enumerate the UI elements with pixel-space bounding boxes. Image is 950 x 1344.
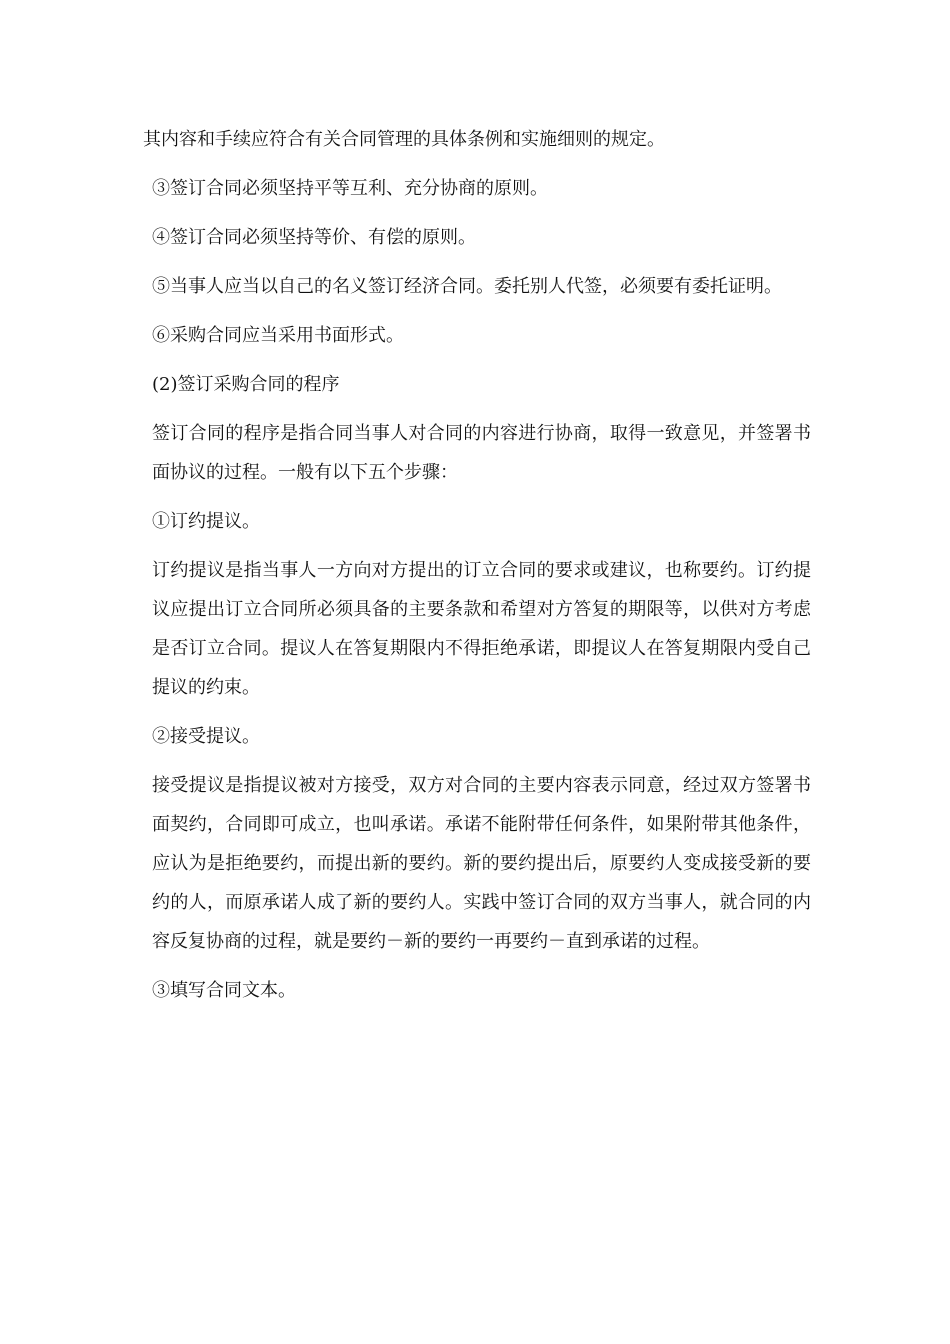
paragraph-principle-5: ⑤当事人应当以自己的名义签订经济合同。委托别人代签，必须要有委托证明。 — [152, 276, 782, 297]
paragraph-principle-3: ③签订合同必须坚持平等互利、充分协商的原则。 — [152, 178, 548, 199]
paragraph-step-1: 订约提议是指当事人一方向对方提出的订立合同的要求或建议，也称要约。订约提议应提出订立合同所必须具备的主要条款和希望对方答复的期限等，以供对方考虑是否订立合同。提议人在答复期限内不得拒绝承诺，即提议人在答复期限内受自己提议的约束。 — [152, 560, 811, 698]
step-heading-3: ③填写合同文本。 — [152, 980, 296, 1001]
paragraph-principle-6: ⑥采购合同应当采用书面形式。 — [152, 325, 404, 346]
section-heading-procedure: (2)签订采购合同的程序 — [152, 374, 340, 395]
document-body — [143, 120, 811, 1020]
paragraph-procedure-intro: 签订合同的程序是指合同当事人对合同的内容进行协商，取得一致意见，并签署书面协议的过程。一般有以下五个步骤： — [152, 423, 811, 483]
step-heading-1: ①订约提议。 — [152, 511, 260, 532]
step-heading-2: ②接受提议。 — [152, 726, 260, 747]
paragraph-step-2: 接受提议是指提议被对方接受，双方对合同的主要内容表示同意，经过双方签署书面契约，合同即可成立，也叫承诺。承诺不能附带任何条件，如果附带其他条件，应认为是拒绝要约，而提出新的要约。新的要约提出后，原要约人变成接受新的要约的人，而原承诺人成了新的要约人。实践中签订合同的双方当事人，就合同的内容反复协商的过程，就是要约－新的要约一再要约－直到承诺的过程。 — [152, 775, 811, 952]
paragraph-principle-4: ④签订合同必须坚持等价、有偿的原则。 — [152, 227, 476, 248]
paragraph-continuation: 其内容和手续应符合有关合同管理的具体条例和实施细则的规定。 — [143, 129, 665, 150]
